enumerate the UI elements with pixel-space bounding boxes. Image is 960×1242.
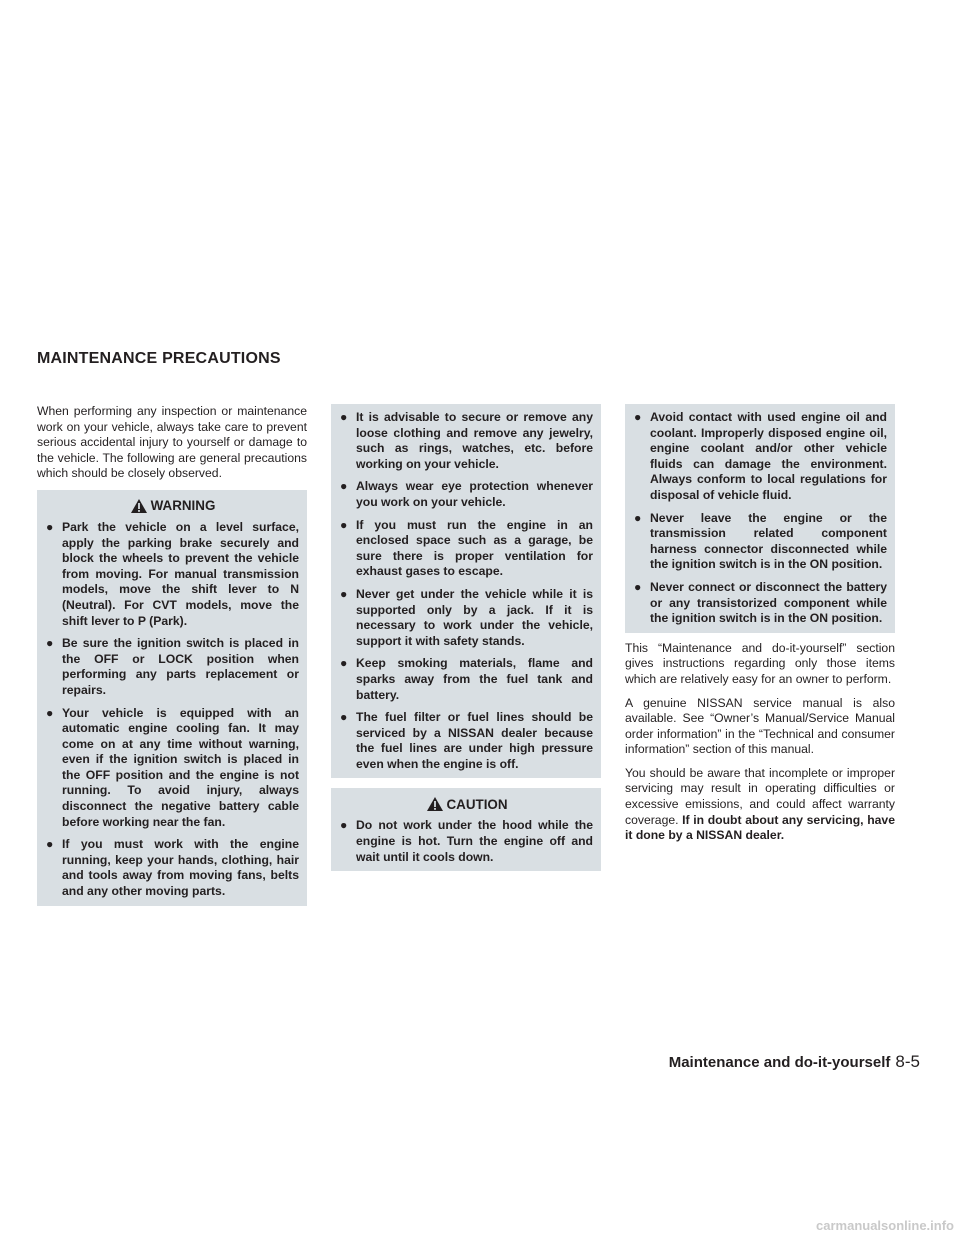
caution-item: ● Never connect or disconnect the battery or any transistorized component while the ignition switch is in the ON position. <box>634 579 887 626</box>
warning-item: ● Always wear eye protection whenever you work on your vehicle. <box>340 479 593 509</box>
warning-box <box>37 490 307 906</box>
warning-label: WARNING <box>150 498 216 514</box>
bullet: ● <box>634 410 642 424</box>
servicing-advice-paragraph: You should be aware that incomplete or improper servicing may result in operating difficulties or excessive emissions, and could affect warranty coverage. If in doubt about any servicing, have it done by a NISSAN dealer. <box>625 765 895 843</box>
warning-list <box>46 520 299 900</box>
section-heading: MAINTENANCE PRECAUTIONS <box>37 350 281 367</box>
warning-item: ● Park the vehicle on a level surface, apply the parking brake securely and block the wheels to prevent the vehicle from moving. For manual transmission models, move the shift lever to N (Neutral). For CVT models, move the shift lever to P (Park). <box>46 519 299 628</box>
bullet: ● <box>340 710 348 725</box>
watermark: carmanualsonline.info <box>816 1218 954 1233</box>
section-scope-paragraph: This “Maintenance and do-it-yourself” section gives instructions regarding only those items which are relatively easy for an owner to perform. <box>625 640 895 686</box>
warning-item: ● If you must run the engine in an enclosed space such as a garage, be sure there is proper ventilation for exhaust gases to escape. <box>340 517 593 579</box>
intro-paragraph: When performing any inspection or maintenance work on your vehicle, always take care to prevent serious accidental injury to yourself or damage to the vehicle. The following are general precautions which should be closely observed. <box>37 404 307 481</box>
bullet: ● <box>634 510 642 525</box>
warning-box-continued <box>331 404 601 778</box>
page-number: 8-5 <box>895 1052 920 1071</box>
footer-section-title: Maintenance and do-it-yourself <box>668 1054 891 1071</box>
bullet: ● <box>340 818 348 833</box>
column-1 <box>37 404 307 906</box>
bullet: ● <box>634 579 642 594</box>
page-footer <box>669 1052 920 1072</box>
warning-item: ● Never get under the vehicle while it is supported only by a jack. If it is necessary to work under the vehicle, support it with safety stands. <box>340 586 593 648</box>
bullet: ● <box>340 656 348 671</box>
column-2 <box>331 404 601 871</box>
dealer-advice-bold: If in doubt about any servicing, have it done by a NISSAN dealer. <box>625 812 895 843</box>
service-manual-paragraph: A genuine NISSAN service manual is also available. See “Owner’s Manual/Service Manual order information” in the “Technical and consumer information” section of this manual. <box>625 695 895 757</box>
bullet: ● <box>46 636 54 651</box>
caution-label: CAUTION <box>446 796 508 812</box>
warning-item: ● The fuel filter or fuel lines should be serviced by a NISSAN dealer because the fuel lines are under high pressure even when the engine is off. <box>340 710 593 771</box>
caution-box-continued <box>625 404 895 633</box>
warning-header <box>46 494 299 520</box>
warning-item: ● Be sure the ignition switch is placed in the OFF or LOCK position when performing any parts replacement or repairs. <box>46 636 299 697</box>
caution-triangle-icon <box>426 796 444 812</box>
warning-item: ● Your vehicle is equipped with an automatic engine cooling fan. It may come on at any time without warning, even if the ignition switch is placed in the OFF position and the engine is not running. To avoid injury, always disconnect the negative battery cable before working near the fan. <box>46 705 299 829</box>
bullet: ● <box>46 519 54 534</box>
warning-item: ● It is advisable to secure or remove any loose clothing and remove any jewelry, such as rings, watches, etc. before working on your vehicle. <box>340 410 593 471</box>
bullet: ● <box>46 837 54 852</box>
column-3 <box>625 404 895 852</box>
bullet: ● <box>340 410 348 424</box>
caution-item: ● Do not work under the hood while the engine is hot. Turn the engine off and wait until it cools down. <box>340 818 593 864</box>
bullet: ● <box>340 586 348 601</box>
caution-header <box>340 792 593 818</box>
warning-item: ● If you must work with the engine running, keep your hands, clothing, hair and tools away from moving fans, belts and any other moving parts. <box>46 837 299 899</box>
caution-box <box>331 788 601 871</box>
warning-triangle-icon <box>130 498 148 514</box>
caution-item: ● Never leave the engine or the transmission related component harness connector disconnected while the ignition switch is in the ON position. <box>634 510 887 572</box>
caution-item: ● Avoid contact with used engine oil and coolant. Improperly disposed engine oil, engine coolant and/or other vehicle fluids can damage the environment. Always conform to local regulations for disposal of vehicle fluid. <box>634 410 887 502</box>
bullet: ● <box>340 479 348 494</box>
bullet: ● <box>340 517 348 532</box>
warning-item: ● Keep smoking materials, flame and sparks away from the fuel tank and battery. <box>340 656 593 702</box>
bullet: ● <box>46 705 54 720</box>
